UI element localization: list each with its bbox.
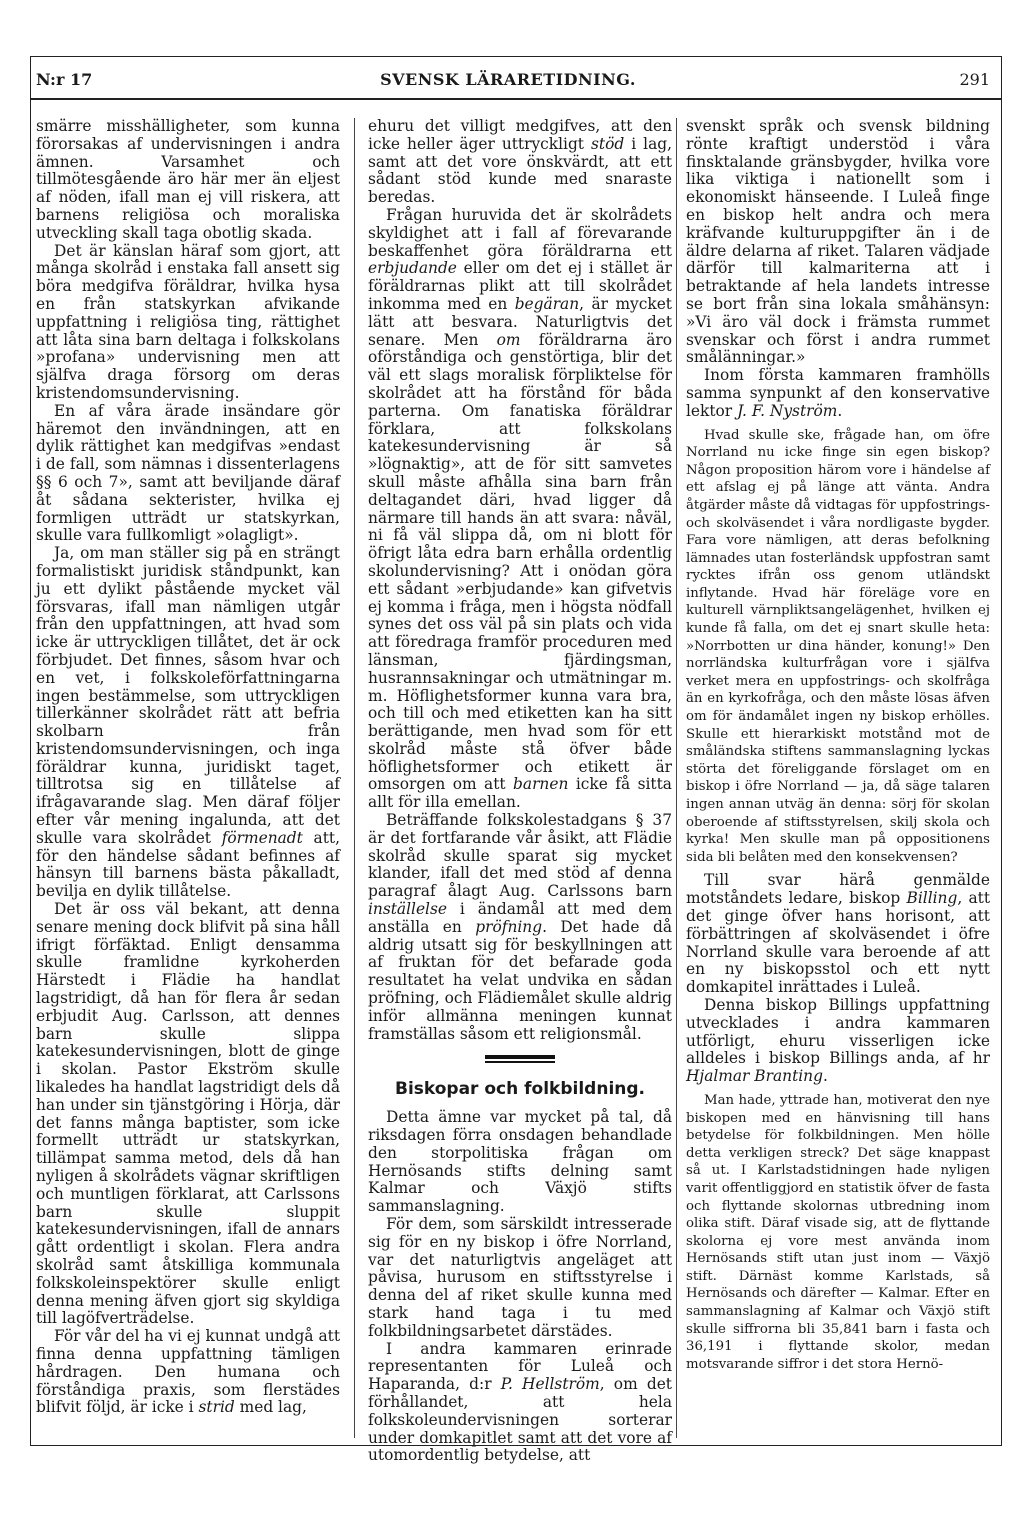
paragraph: En af våra ärade insändare gör häremot den invändningen, att en dylik rättighet kan medgifvas »endast i de fall, som nämnas i dissenterlagens §§ 6 och 7», samt att beviljande däraf åt sådana sekterister, hvilka ej formligen utträdt ur statskyrkan, skulle vara fullkomligt »olagligt». xyxy=(36,401,340,545)
section-divider-ornament xyxy=(485,1055,555,1063)
column-3 xyxy=(686,118,990,1438)
paragraph: Detta ämne var mycket på tal, då riksdagen förra onsdagen behandlade den storpolitiska frågan om Hernösands stifts delning samt Kalmar och Växjö stifts sammanslagning. xyxy=(368,1108,672,1216)
paragraph: ehuru det villigt medgifves, att den icke heller äger uttryckligt stöd i lag, samt att det vore önskvärdt, att ett sådant stöd kunde med snaraste beredas. xyxy=(368,117,672,207)
paragraph: I andra kammaren erinrade representanten för Luleå och Haparanda, d:r P. Hellström, om det förhållandet, att hela folkskoleundervisningen sorterar under domkapitlet samt att det vore af utomordentlig betydelse, att xyxy=(368,1339,672,1465)
quoted-speech: Hvad skulle ske, frågade han, om öfre Norrland nu icke finge sin egen biskop? Någon proposition härom vore i händelse af ett afslag ej på länge att vänta. Andra åtgärder måste då vidtagas för uppfostrings- och skolväsendet i våra nordligaste bygder. Fara vore nämligen, att deras befolkning lämnades utan fosterländsk uppfostran samt rycktes ifrån oss genom utländskt inflytande. Hvad här föreläge vore en kulturell värnpliktsangelägenhet, hvilken ej kunde få falla, om det ej snart skulle heta: »Norrbotten ur dina händer, konung!» Den norrländska kulturfrågan vore i själfva verket mera en uppfostrings- och skolfråga än en kyrkofråga, och den måste lösas äfven om för ändamålet ingen ny biskop erhölles. Skulle ett hierarkiskt motstånd mot de småländska stiftens sammanslagning lyckas störta det föreliggande förslaget om en biskop i öfre Norrland — ja, då säge talaren ingen annan utväg än denna: sörj för skolan oberoende af stiftsstyrelsen, skilj skola och kyrka! Men skulle man på oppositionens sida bli belåten med den konsekvensen? xyxy=(686,427,990,865)
paragraph: Det är oss väl bekant, att denna senare mening dock blifvit på sina håll ifrigt förfäktad. Enligt densamma skulle framlidne kyrkoherden Härstedt i Flädie ha handlat lagstridigt, då han för flera år sedan erbjudit Aug. Carlsson, att dennes barn skulle slippa katekesundervisningen, blott de ginge i skolan. Pastor Ekström skulle likaledes ha handlat lagstridigt dels då han under sin tjänstgöring i Hörja, där det fanns många baptister, som icke formellt utträdt ur statskyrkan, tillämpat samma metod, dels då han nyligen å skolrådets vägnar skriftligen och muntligen förklarat, att Carlssons barn skulle sluppit katekesundervisningen, ifall de annars gått ordentligt i skolan. Flera andra skolråd samt åtskilliga kommunala folkskoleinspektörer skulle enligt denna mening äfven gjort sig skyldiga till lagöfverträdelse. xyxy=(36,900,340,1328)
column-2 xyxy=(368,117,672,1465)
column-separator xyxy=(354,118,355,1438)
paragraph: Ja, om man ställer sig på en strängt formalistiskt juridisk ståndpunkt, kan ju ett dylikt påstående mycket väl försvaras, ifall man nämligen utgår från den uppfattningen, att hvad som icke är uttryckligen tillåtet, det är ock förbjudet. Det finnes, såsom hvar och en vet, i folkskoleförfattningarna ingen bestämmelse, som uttryckligen tillerkänner skolrådet rätt att befria skolbarn från kristendomsundervisningen, och inga föräldrar kunna, juridiskt taget, tilltrotsa sig en tillåtelse af ifrågavarande slag. Men däraf följer efter vår mening ingalunda, att det skulle vara skolrådet förmenadt att, för den händelse sådant befinnes af hänsyn till barnens bästa påkalladt, bevilja en dylik tillåtelse. xyxy=(36,544,340,901)
top-rule xyxy=(30,56,1002,57)
column-1 xyxy=(36,118,340,1438)
section-title: Biskopar och folkbildning. xyxy=(394,1079,645,1100)
quoted-speech: Man hade, yttrade han, motiverat den nye biskopen med en hänvisning till hans betydelse för folkbildningen. Men hölle detta verkligen streck? Det säge knappast så ut. I Karlstadstidningen hade nyligen varit offentliggjord en statistik öfver de fasta och flyttande skolornas utbredning inom olika stift. Däraf visade sig, att de flyttande skolorna ej vore mest använda inom Hernösands stift utan just inom — Växjö stift. Därnäst komme Karlstads, så Hernösands och därefter — Kalmar. Efter en sammanslagning af Kalmar och Växjö stift skulle siffrorna bli 35,841 barn i fasta och 36,191 i flyttande skolor, medan motsvarande siffror i det stora Hernö- xyxy=(686,1092,990,1372)
header-rule xyxy=(30,98,1002,100)
paragraph: Inom första kammaren framhölls samma synpunkt af den konservative lektor J. F. Nyström. xyxy=(686,366,990,420)
issue-number: N:r 17 xyxy=(36,70,93,89)
paragraph: För vår del ha vi ej kunnat undgå att finna denna uppfattning tämligen hårdragen. Den humana och förståndiga praxis, som flerstädes blifvit följd, är icke i strid med lag, xyxy=(36,1327,340,1417)
paragraph: smärre misshälligheter, som kunna förorsakas af undervisningen i andra ämnen. Varsamhet och tillmötesgående äro här mer än eljest af nöden, ifall man ej vill riskera, att barnens religiösa och moraliska utveckling skall taga obotlig skada. xyxy=(36,117,340,242)
paragraph: svenskt språk och svensk bildning rönte kraftigt understöd i våra finsktalande gränsbygder, hvilka vore lika viktiga i nationellt som i ekonomiskt hänseende. I Luleå finge en biskop helt andra och mera kräfvande kulturuppgifter än i de äldre delarna af riket. Talaren vädjade därför till kalmariterna att i betraktande af hela landets intresse se bort från sina lokala småhänsyn: »Vi äro väl dock i främsta rummet svenskar och först i andra rummet smålänningar.» xyxy=(686,117,990,367)
paragraph: Till svar härå genmälde motståndets ledare, biskop Billing, att det ginge öfver hans horisont, att förbättringen af skolväsendet i öfre Norrland skulle vara beroende af att en ny biskopsstol och ett nytt domkapitel inrättades i Luleå. xyxy=(686,871,990,997)
column-separator xyxy=(676,118,677,1438)
paragraph: För dem, som särskildt intresserade sig för en ny biskop i öfre Norrland, var det naturligtvis angeläget att påvisa, hurusom en stiftsstyrelse i denna del af riket skulle kunna med stark hand taga i tu med folkbildningsarbetet därstädes. xyxy=(368,1215,672,1340)
paragraph: Beträffande folkskolestadgans § 37 är det fortfarande vår åsikt, att Flädie skolråd skulle sparat sig mycket klander, ifall det med stöd af denna paragraf ålagt Aug. Carlssons barn inställelse i ändamål att med dem anställa en pröfning. Det hade då aldrig utsatt sig för beskyllningen att af fruktan för det befarade goda resultatet ha velat undvika en sådan pröfning, och Flädiemålet skulle aldrig inför allmänna meningen kunnat framställas såsom ett religionsmål. xyxy=(368,811,672,1043)
paragraph: Frågan huruvida det är skolrådets skyldighet att i fall af förevarande beskaffenhet göra föräldrarna ett erbjudande eller om det ej i stället är föräldrarnas plikt att till skolrådet inkomma med en begäran, är mycket lätt att besvara. Naturligtvis det senare. Men om föräldrarna äro oförståndiga och genstörtiga, blir det väl ett slags moralisk förpliktelse för skolrådet att ha förstånd för båda parterna. Om fanatiska föräldrar förklara, att folkskolans katekesundervisning är så »lögnaktig», att de för sitt samvetes skull måste afhålla sina barn från deltagandet däri, hvad ligger då närmare till hands än att svara: nåväl, ni få väl slippa då, om ni blott för öfrigt låta edra barn erhålla ordentlig skolundervisning? Att i onödan göra ett sådant »erbjudande» kan gifvetvis ej komma i fråga, men i högsta nödfall synes det oss väl på sin plats och vida att föredraga framför proceduren med länsman, fjärdingsman, husrannsakningar och utmätningar m. m. Höflighetsformer kunna vara bra, och till och med etiketten kan ha sitt berättigande, men hvad som för ett skolråd måste stå öfver både höflighetsformer och etikett är omsorgen om att barnen icke få sitta allt för illa emellan. xyxy=(368,205,672,812)
right-frame-rule xyxy=(1001,56,1002,1446)
left-frame-rule xyxy=(30,56,31,1446)
newspaper-title: SVENSK LÄRARETIDNING. xyxy=(380,70,636,89)
paragraph: Det är känslan häraf som gjort, att många skolråd i enstaka fall ansett sig böra medgifva föräldrar, hvilka hysa en från statskyrkan afvikande uppfattning i religiösa ting, rättighet att låta sina barn deltaga i folkskolans »profana» undervisning men att själfva draga försorg om deras kristendomsundervisning. xyxy=(36,241,340,402)
page-number: 291 xyxy=(959,70,990,89)
paragraph: Denna biskop Billings uppfattning utvecklades i andra kammaren utförligt, ehuru visserligen icke alldeles i biskop Billings anda, af hr Hjalmar Branting. xyxy=(686,995,990,1086)
